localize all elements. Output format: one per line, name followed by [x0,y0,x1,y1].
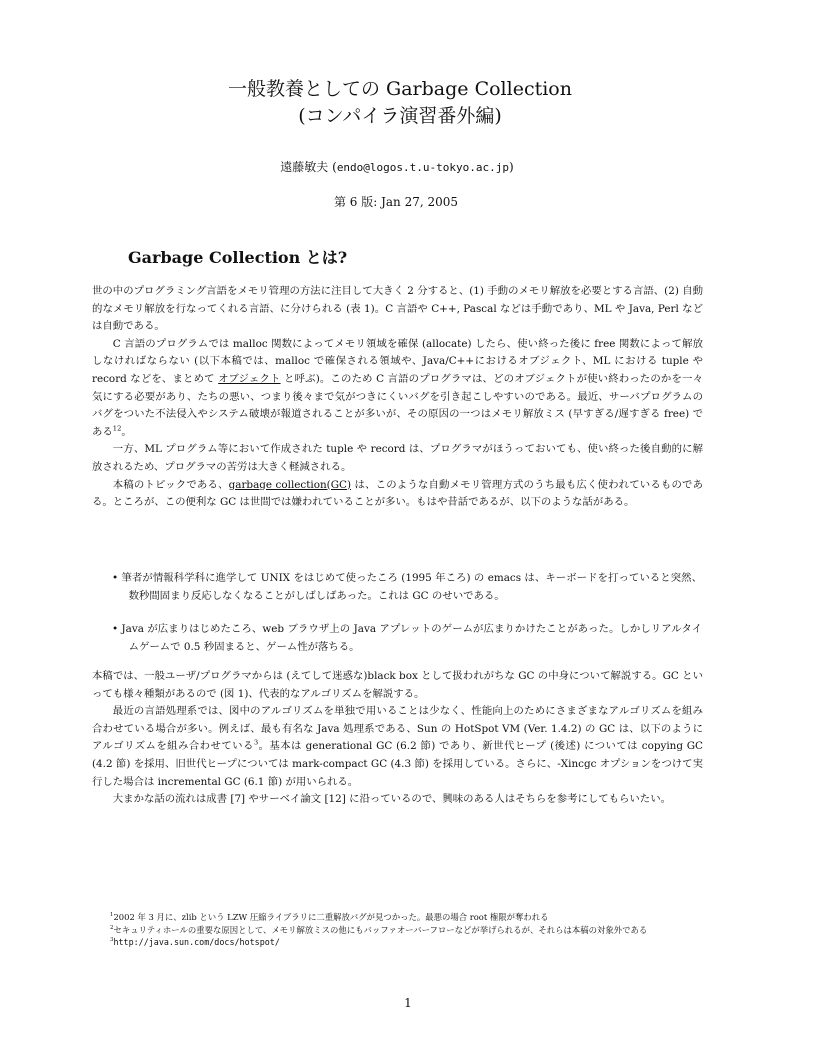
footnote-1-text: 2002 年 3 月に、zlib という LZW 圧縮ライブラリに二重解放バグが見つかった。最悪の場合 root 権限が奪われる [113,912,549,922]
author-name: 遠藤敏夫 [280,160,329,174]
footnote-1-mark: 1 [110,912,114,919]
bullet-mark: • [112,623,119,635]
title-line-2: (コンパイラ演習番外編) [298,105,502,127]
paragraph-6 [92,703,703,791]
term-gc: garbage collection(GC) [228,478,352,491]
term-object: オブジェクト [218,372,281,385]
paragraph-1: 世の中のプログラミング言語をメモリ管理の方法に注目して大きく 2 分すると、(1) 手動のメモリ解放を必要とする言語、(2) 自動的なメモリ解放を行なってくれる言語、に分けられる (表 1)。C 言語や C++, Pascal などは手動であり、ML や Java, Perl などは自動である。 [92,285,703,333]
bullet-mark: • [112,572,119,584]
footnote-3-url[interactable]: http://java.sun.com/docs/hotspot/ [113,937,280,948]
paper-title [222,76,578,130]
author-email: endo@logos.t.u-tokyo.ac.jp [336,161,509,174]
overview-body [92,668,703,809]
version-date: 第 6 版: Jan 27, 2005 [333,195,459,209]
paragraph-4-part-a: 本稿のトピックである、 [112,478,229,491]
paragraph-2 [92,336,703,442]
page-number: 1 [404,996,412,1010]
intro-body [92,283,703,512]
section-heading: Garbage Collection とは? [128,248,348,267]
footnote-2-mark: 2 [110,924,114,931]
paragraph-4 [92,477,703,512]
title-line-1: 一般教養としての Garbage Collection [228,78,572,100]
anecdote-emacs [112,570,702,605]
paragraph-3: 一方、ML プログラム等において作成された tuple や record は、プログラマがほうっておいても、使い終った後自動的に解放されるため、プログラマの苦労は大きく軽減される。 [92,443,703,473]
paragraph-2-end: 。 [121,425,132,438]
footnote-ref-3: 3 [253,738,259,747]
paragraph-7: 大まかな話の流れは成書 [7] やサーベイ論文 [12] に沿っているので、興味のある人はそちらを参考にしてもらいたい。 [112,793,671,806]
footnote-ref-1-2: 12 [112,424,122,433]
anecdote-java [112,621,702,656]
paragraph-6-part-b: 。基本は generational GC (6.2 節) であり、新世代ヒープ (後述) については copying GC (4.2 節) を採用、旧世代ヒープについては mark-compact GC (4.3 節) を採用している。さらに、-Xincgc オプションをつけて実行した場合は incremental GC (6.1 節) が用いられる。 [92,740,704,788]
footnotes [92,911,703,949]
footnote-1 [92,911,703,924]
anecdote-java-text: Java が広まりはじめたころ、web ブラウザ上の Java アプレットのゲームが広まりかけたことがあった。しかしリアルタイムゲームで 0.5 秒固まると、ゲーム性が落ちる。 [121,623,702,653]
paragraph-2-part-b: と呼ぶ)。このため C 言語のプログラマは、どのオブジェクトが使い終わったのかを一々気にする必要があり、たちの悪い、つまり後々まで気がつきにくいバグを引き起こしやすいのである。最近、サーバプログラムのバグをついた不法侵入やシステム破壊が報道されることが多いが、その原因の一つはメモリ解放ミス (早すぎる/遅すぎる free) である [92,372,703,438]
paragraph-6-part-a: 最近の言語処理系では、図中のアルゴリズムを単独で用いることは少なく、性能向上のためにさまざまなアルゴリズムを組み合わせている場合が多い。例えば、最も有名な Java 処理系である、Sun の HotSpot VM (Ver. 1.4.2) の GC は、以下のようにアルゴリズムを組み合わせている [92,705,703,753]
footnote-2 [92,924,703,937]
footnote-3-mark: 3 [110,937,114,944]
footnote-3 [92,936,703,949]
paragraph-5: 本稿では、一般ユーザ/プログラマからは (えてして迷惑な)black box として扱われがちな GC の中身について解説する。GC といっても様々種類があるので (図 1)、代表的なアルゴリズムを解説する。 [92,670,703,700]
author-line: 遠藤敏夫 (endo@logos.t.u-tokyo.ac.jp) [280,160,514,174]
paragraph-2-part-a: C 言語のプログラムでは malloc 関数によってメモリ領域を確保 (allocate) したら、使い終った後に free 関数によって解放しなければならない (以下本稿では、malloc で確保される領域や、Java/C++におけるオブジェクト、ML における tuple や record などを、まとめて [92,337,703,385]
anecdote-emacs-text: 筆者が情報科学科に進学して UNIX をはじめて使ったころ (1995 年ころ) の emacs は、キーボードを打っていると突然、数秒間固まり反応しなくなることがしばしばあった。これは GC のせいである。 [121,572,702,602]
paragraph-4-part-b: は、このような自動メモリ管理方式のうち最も広く使われているものである。ところが、この便利な GC は世間では嫌われていることが多い。もはや昔話であるが、以下のような話がある。 [92,478,703,509]
footnote-2-text: セキュリティホールの重要な原因として、メモリ解放ミスの他にもバッファオーバーフローなどが挙げられるが、それらは本稿の対象外である [113,924,648,935]
